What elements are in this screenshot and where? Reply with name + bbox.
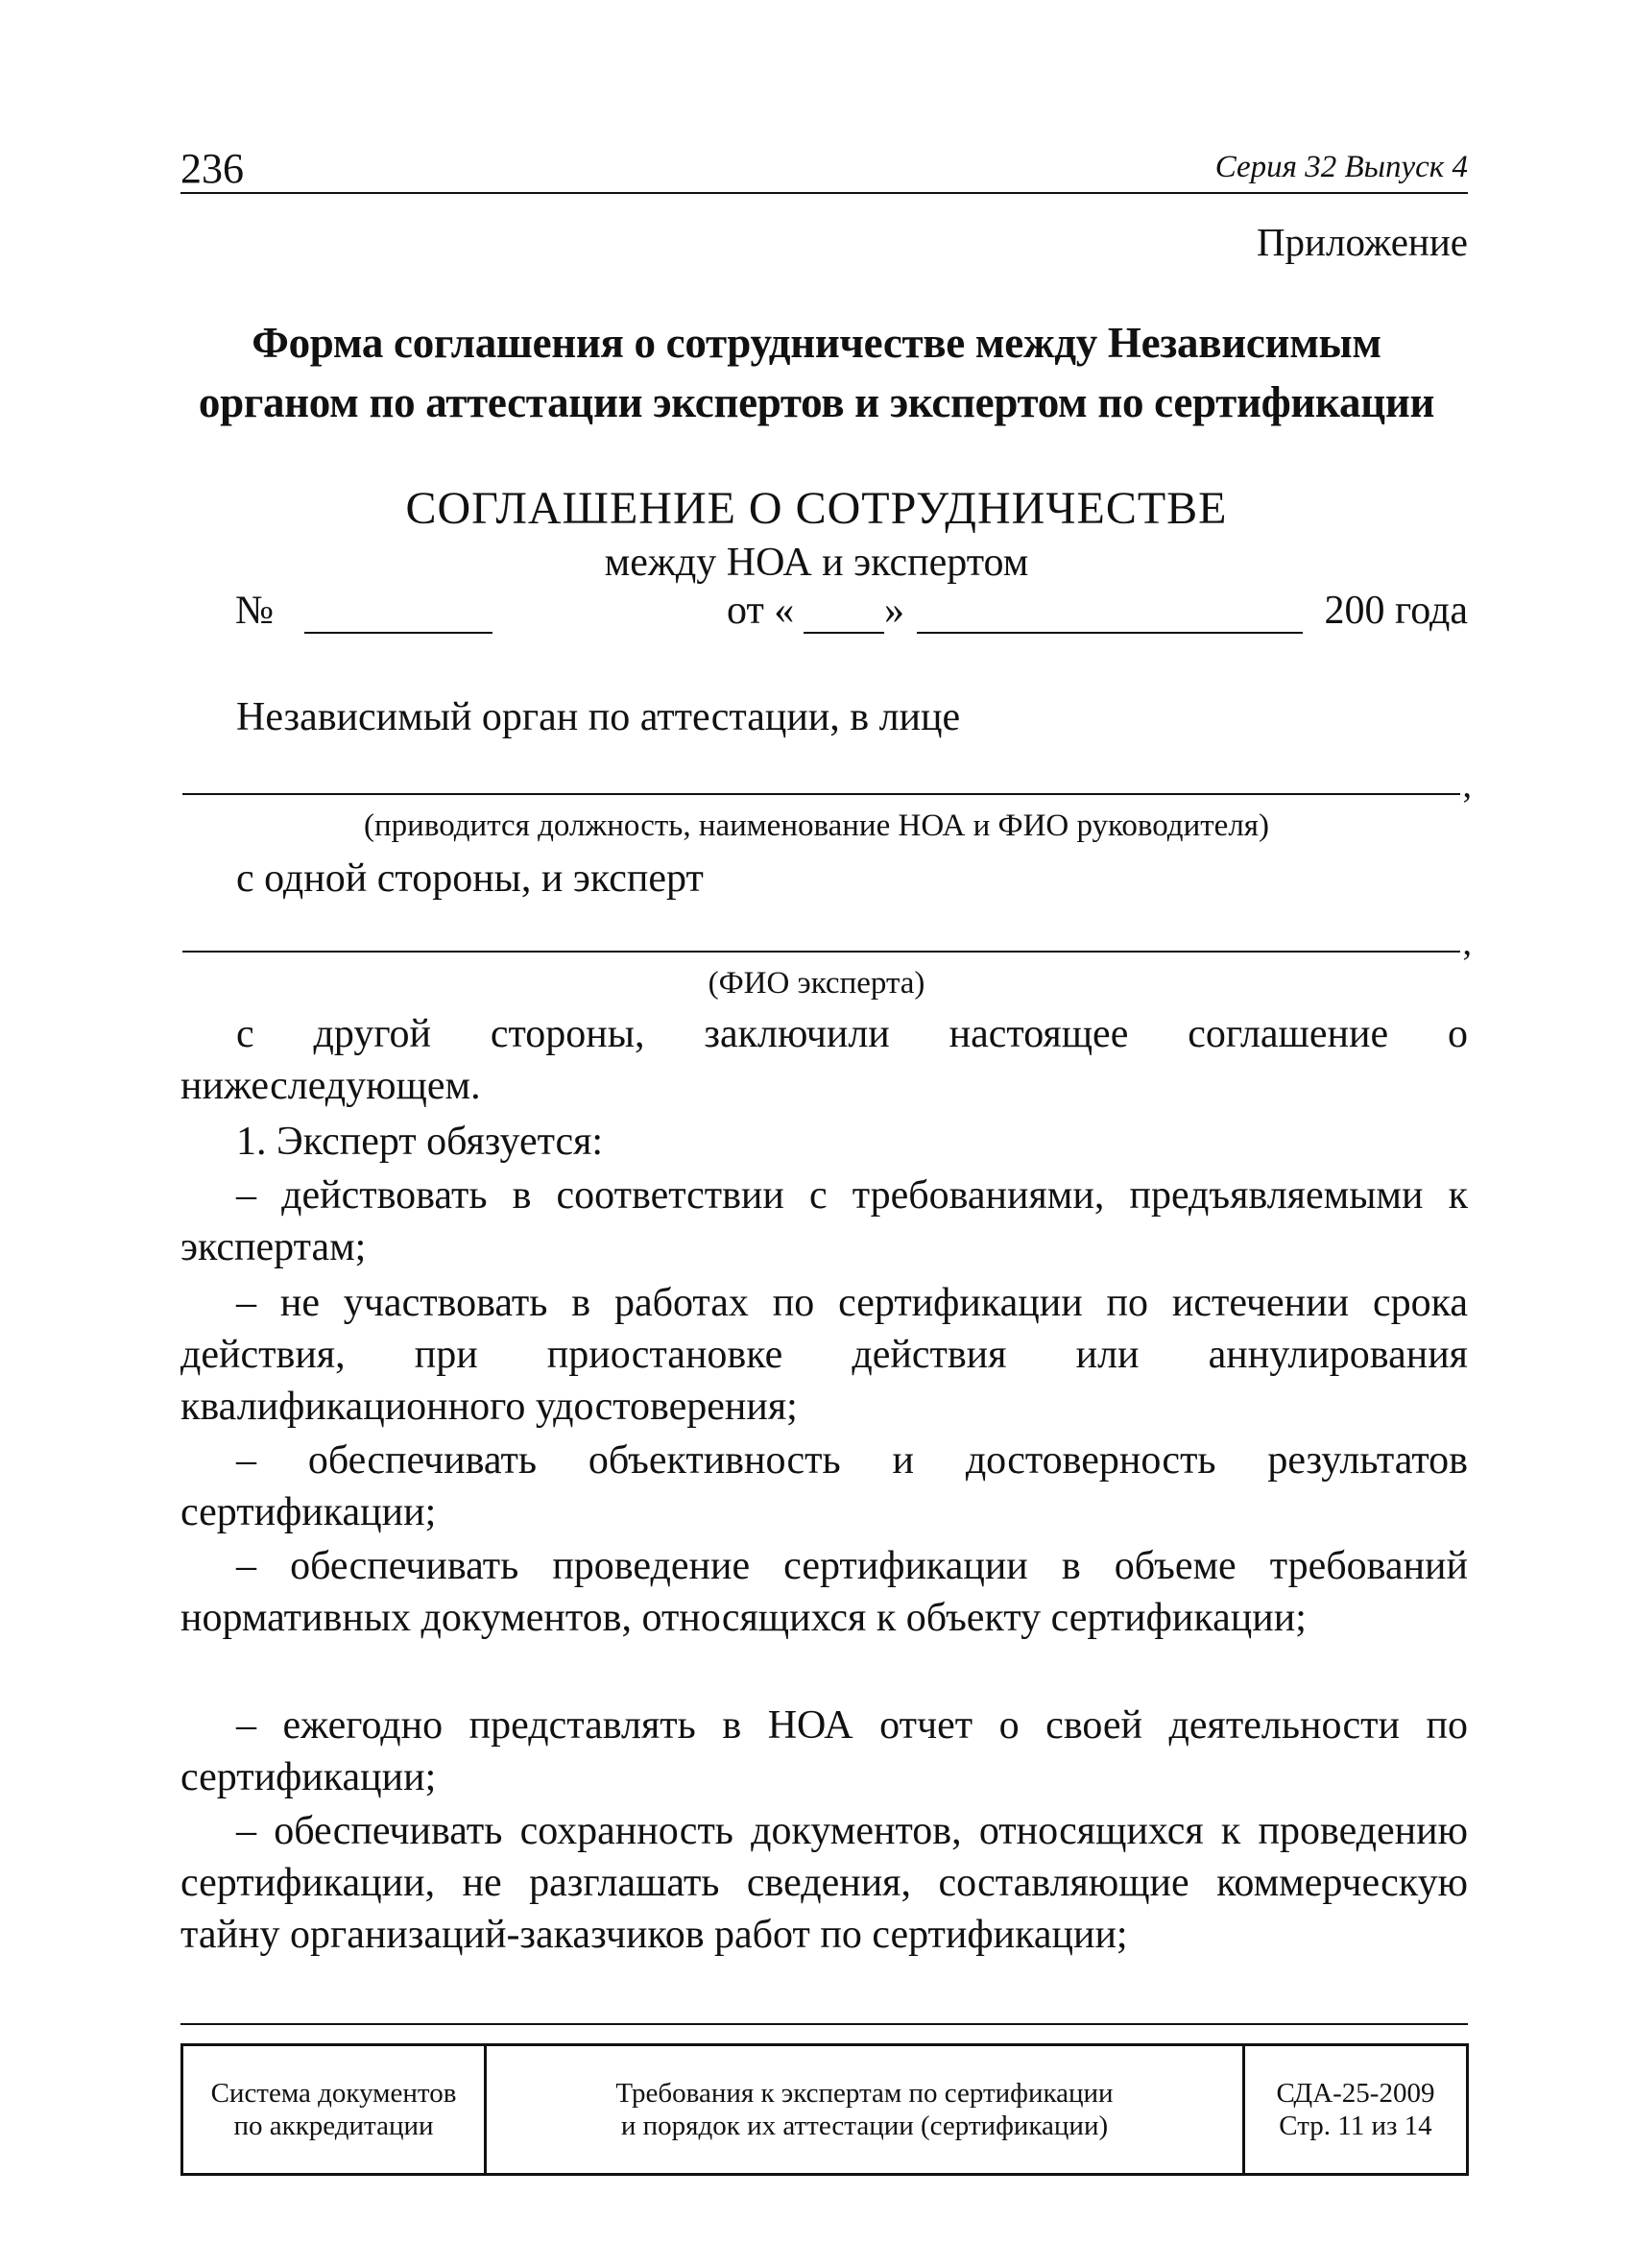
date-quote-close: » (884, 589, 904, 633)
footer-divider (180, 2023, 1468, 2025)
footer-doc-code: СДА-25-2009 (1276, 2078, 1435, 2109)
obligation-4: – обеспечивать проведение сертификации в объеме требований нормативных документов, относящихся к объекту сертификации; (180, 1544, 1468, 1640)
noa-fill-line (182, 793, 1460, 795)
footer-table (180, 2043, 1469, 2176)
number-blank (304, 632, 492, 634)
number-label: № (235, 589, 275, 633)
agreement-subheading: между НОА и экспертом (604, 541, 1029, 585)
footer-cell-doc-code (1245, 2046, 1466, 2173)
obligation-1: – действовать в соответствии с требованиями, предъявляемыми к экспертам; (180, 1173, 1468, 1269)
noa-intro: Независимый орган по аттестации, в лице (236, 695, 961, 739)
noa-comma: , (1462, 765, 1472, 806)
form-title (144, 313, 1489, 432)
month-blank (917, 632, 1303, 634)
obligation-5: – ежегодно представлять в НОА отчет о своей деятельности по сертификации; (180, 1703, 1468, 1799)
footer-page-count: Стр. 11 из 14 (1279, 2111, 1432, 2141)
footer-cell-requirements (487, 2046, 1245, 2173)
footer-system-line-2: по аккредитации (233, 2111, 434, 2141)
form-title-line-1: Форма соглашения о сотрудничестве между Независимым (252, 319, 1381, 367)
agreement-number-date-line (235, 588, 1468, 641)
header-divider (180, 192, 1468, 194)
noa-caption: (приводится должность, наименование НОА и ФИО руководителя) (364, 808, 1269, 843)
footer-requirements-line-2: и порядок их аттестации (сертификации) (620, 2111, 1109, 2141)
conclusion-paragraph: с другой стороны, заключили настоящее соглашение о нижеследующем. (180, 1012, 1468, 1108)
day-blank (804, 632, 884, 634)
footer-system-line-1: Система документов (210, 2078, 457, 2109)
agreement-heading: СОГЛАШЕНИЕ О СОТРУДНИЧЕСТВЕ (405, 483, 1228, 534)
obligation-6: – обеспечивать сохранность документов, относящихся к проведению сертификации, не разглашать сведения, составляющие коммерческую тайну организаций-заказчиков работ по сертификации; (180, 1809, 1468, 1957)
footer-requirements-line-1: Требования к экспертам по сертификации (615, 2078, 1114, 2109)
appendix-label: Приложение (1256, 220, 1468, 264)
expert-intro: с одной стороны, и эксперт (236, 857, 704, 901)
form-title-line-2: органом по аттестации экспертов и экспертом по сертификации (198, 378, 1435, 426)
series-label: Серия 32 Выпуск 4 (1214, 150, 1468, 184)
date-prefix: от « (727, 589, 795, 633)
expert-caption: (ФИО эксперта) (708, 966, 925, 1001)
expert-comma: , (1462, 923, 1472, 963)
page-number: 236 (180, 145, 244, 192)
obligation-3: – обеспечивать объективность и достоверность результатов сертификации; (180, 1438, 1468, 1534)
obligation-2: – не участвовать в работах по сертификации по истечении срока действия, при приостановке действия или аннулирования квалификационного удостоверения; (180, 1281, 1468, 1429)
section-1-title: 1. Эксперт обязуется: (236, 1120, 604, 1164)
year-suffix: 200 года (1324, 589, 1468, 633)
expert-fill-line (182, 951, 1460, 953)
footer-cell-system (183, 2046, 487, 2173)
